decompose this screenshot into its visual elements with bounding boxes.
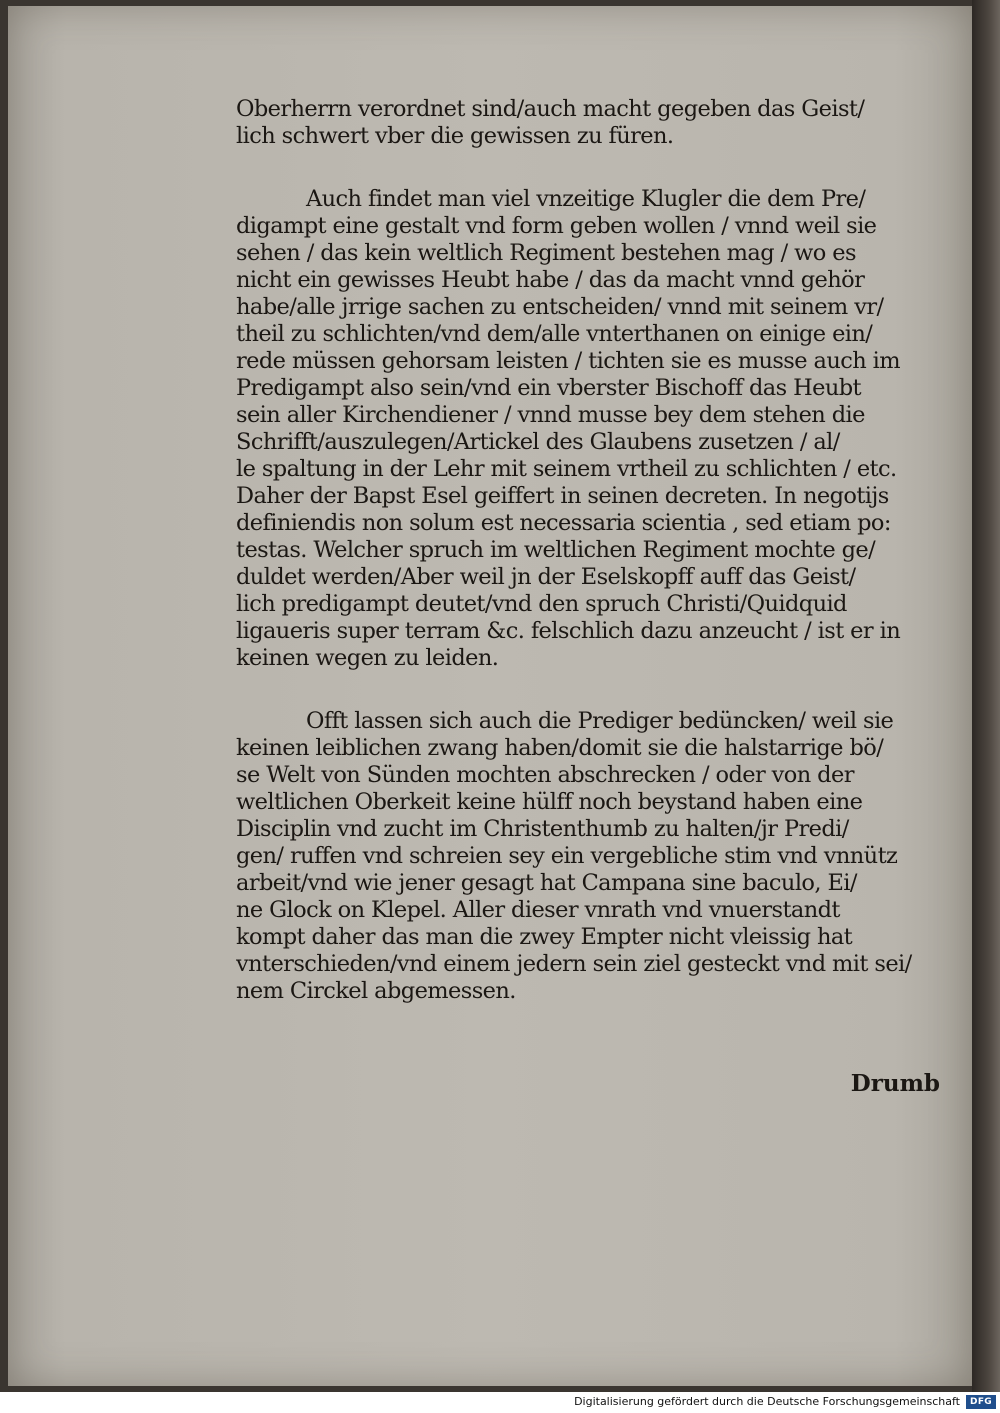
text-line: le spaltung in der Lehr mit seinem vrtheil zu schlichten / etc.: [236, 456, 897, 482]
text-line: nem Circkel abgemessen.: [236, 978, 516, 1004]
text-line: Daher der Bapst Esel geiffert in seinen decreten. In negotijs: [236, 483, 889, 509]
text-line: Auch findet man viel vnzeitige Klugler die dem Pre/: [306, 186, 866, 212]
text-line: Offt lassen sich auch die Prediger bedüncken/ weil sie: [306, 708, 894, 734]
book-gutter-edge: [972, 0, 1000, 1392]
text-line: Predigampt also sein/vnd ein vberster Bischoff das Heubt: [236, 375, 861, 401]
text-line: ne Glock on Klepel. Aller dieser vnrath vnd vnuerstandt: [236, 897, 840, 923]
text-line: Disciplin vnd zucht im Christenthumb zu halten/jr Predi/: [236, 816, 849, 842]
text-line: keinen leiblichen zwang haben/domit sie die halstarrige bö/: [236, 735, 884, 761]
text-line: lich schwert vber die gewissen zu füren.: [236, 123, 674, 149]
text-line: theil zu schlichten/vnd dem/alle vnterthanen on einige ein/: [236, 321, 873, 347]
text-line: sein aller Kirchendiener / vnnd musse bey dem stehen die: [236, 402, 865, 428]
text-line: Oberherrn verordnet sind/auch macht gegeben das Geist/: [236, 96, 865, 122]
text-line: kompt daher das man die zwey Empter nicht vleissig hat: [236, 924, 853, 950]
catchword: Drumb: [850, 1070, 940, 1097]
text-line: rede müssen gehorsam leisten / tichten sie es musse auch im: [236, 348, 900, 374]
text-line: sehen / das kein weltlich Regiment bestehen mag / wo es: [236, 240, 856, 266]
funding-credit: Digitalisierung gefördert durch die Deutsche Forschungsgemeinschaft: [574, 1395, 960, 1408]
text-line: keinen wegen zu leiden.: [236, 645, 499, 671]
footer-bar: [0, 1392, 1000, 1413]
dfg-logo: DFG: [966, 1395, 996, 1409]
text-line: weltlichen Oberkeit keine hülff noch beystand haben eine: [236, 789, 863, 815]
text-line: ligaueris super terram &c. felschlich dazu anzeucht / ist er in: [236, 618, 901, 644]
paragraph-gap: [236, 150, 936, 186]
text-line: lich predigampt deutet/vnd den spruch Christi/Quidquid: [236, 591, 847, 617]
text-line: vnterschieden/vnd einem jedern sein ziel gesteckt vnd mit sei/: [236, 951, 912, 977]
text-line: duldet werden/Aber weil jn der Eselskopff auff das Geist/: [236, 564, 856, 590]
text-line: gen/ ruffen vnd schreien sey ein vergebliche stim vnd vnnütz: [236, 843, 898, 869]
text-line: Schrifft/auszulegen/Artickel des Glaubens zusetzen / al/: [236, 429, 840, 455]
text-line: arbeit/vnd wie jener gesagt hat Campana sine baculo, Ei/: [236, 870, 857, 896]
text-line: habe/alle jrrige sachen zu entscheiden/ vnnd mit seinem vr/: [236, 294, 884, 320]
text-line: testas. Welcher spruch im weltlichen Regiment mochte ge/: [236, 537, 876, 563]
text-line: definiendis non solum est necessaria scientia , sed etiam po:: [236, 510, 891, 536]
page-text: [236, 96, 936, 1005]
text-line: nicht ein gewisses Heubt habe / das da macht vnnd gehör: [236, 267, 865, 293]
paragraph-gap: [236, 672, 936, 708]
text-line: se Welt von Sünden mochten abschrecken / oder von der: [236, 762, 854, 788]
text-line: digampt eine gestalt vnd form geben wollen / vnnd weil sie: [236, 213, 877, 239]
